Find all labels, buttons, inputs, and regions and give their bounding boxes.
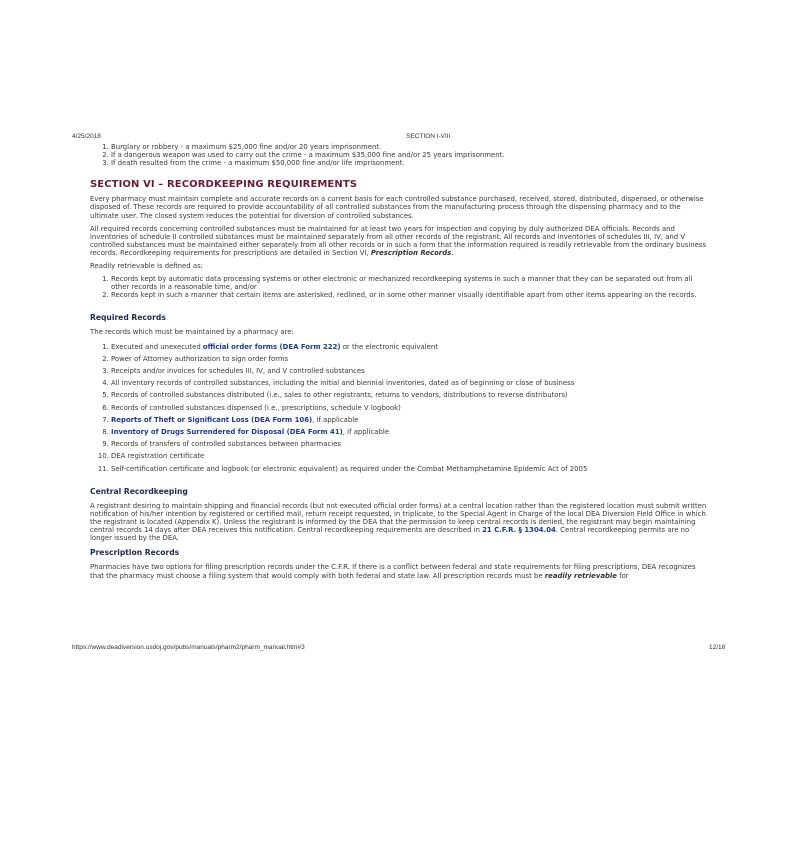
required-records-heading: Required Records <box>90 313 166 323</box>
central-recordkeeping-heading: Central Recordkeeping <box>90 486 188 496</box>
page-number: 12/18 <box>709 644 726 651</box>
official-order-forms-link[interactable]: official order forms (DEA Form 222) <box>202 342 341 351</box>
list-item: 3. If death resulted from the crime - a maximum $50,000 fine and/or life imprisonment. <box>111 159 708 167</box>
list-item: 3. Receipts and/or invoices for schedules III, IV, and V controlled substances <box>111 365 708 377</box>
list-item: 9. Records of transfers of controlled substances between pharmacies <box>111 438 708 450</box>
list-item: 11. Self-certification certificate and logbook (or electronic equivalent) as required under the Combat Methamphetamine Epidemic Act of 2005 <box>111 463 708 475</box>
central-recordkeeping-paragraph: A registrant desiring to maintain shipping and financial records (but not executed official order forms) at a central location rather than the registered location must submit written notification of his/her intention by registered or certified mail, return receipt requested, in triplicate, to the Special Agent in Charge of the local DEA Diversion Field Office in which the registrant is located (Appendix K). Unless the registrant is informed by the DEA that the permission to keep central records is denied, the registrant may begin maintaining central records 14 days after DEA receives this notification. Central recordkeeping requirements are described in 21 C.F.R. § 1304.04. Central recordkeeping permits are no longer issued by the DEA. <box>90 501 707 543</box>
theft-loss-report-link[interactable]: Reports of Theft or Significant Loss (DEA Form 106) <box>111 415 313 424</box>
readily-retrievable-emphasis: readily retrievable <box>544 571 617 580</box>
list-item: 2. Records kept in such a manner that certain items are asterisked, redlined, or in some other manner visually identifiable apart from other items appearing on the records. <box>111 291 700 299</box>
readily-retrievable-intro: Readily retrievable is defined as: <box>90 262 203 271</box>
cfr-1304-04-link[interactable]: 21 C.F.R. § 1304.04 <box>482 526 556 535</box>
list-item: 7. Reports of Theft or Significant Loss (DEA Form 106), if applicable <box>111 414 708 426</box>
required-records-intro: The records which must be maintained by a pharmacy are: <box>90 327 294 336</box>
intro-paragraph: Every pharmacy must maintain complete and accurate records on a current basis for each controlled substance purchased, received, stored, distributed, dispensed, or otherwise disposed of. These records are required to provide accountability of all controlled substances from the manufacturing process through the dispensing pharmacy and to the ultimate user. The closed system reduces the potential for diversion of controlled substances. <box>90 195 704 220</box>
list-item: 1. Records kept by automatic data processing systems or other electronic or mechanized recordkeeping systems in such a manner that they can be separated out from all other records in a reasonable time, and/or <box>111 275 700 291</box>
list-item: 1. Executed and unexecuted official order forms (DEA Form 222) or the electronic equivalent <box>111 341 708 353</box>
list-item: 1. Burglary or robbery - a maximum $25,000 fine and/or 20 years imprisonment. <box>111 143 708 151</box>
list-item: 10. DEA registration certificate <box>111 450 708 462</box>
list-item: 2. If a dangerous weapon was used to carry out the crime - a maximum $35,000 fine and/or 25 years imprisonment. <box>111 151 708 159</box>
section-title: SECTION VI – RECORDKEEPING REQUIREMENTS <box>90 179 358 191</box>
list-item: 8. Inventory of Drugs Surrendered for Disposal (DEA Form 41), if applicable <box>111 426 708 438</box>
retention-paragraph <box>90 225 708 257</box>
list-item: 4. All inventory records of controlled substances, including the initial and biennial inventories, dated as of beginning or close of business <box>111 377 708 389</box>
drugs-surrendered-link[interactable]: Inventory of Drugs Surrendered for Disposal (DEA Form 41) <box>111 428 343 437</box>
retention-end: . <box>451 248 454 257</box>
page-content <box>90 143 708 580</box>
prescription-records-paragraph: Pharmacies have two options for filing prescription records under the C.F.R. If there is a conflict between federal and state requirements for filing prescriptions, DEA recognizes that the pharmacy must choose a filing system that would comply with both federal and state law. All prescription records must be readily retrievable for <box>90 563 696 580</box>
prescription-records-emphasis: Prescription Records <box>370 248 452 257</box>
print-date: 4/25/2018 <box>72 133 101 140</box>
retention-text: All required records concerning controlled substances must be maintained for at least two years for inspection and copying by duly authorized DEA officials. Records and inventories of schedule II controlled substances must be maintained separately from all other records of the registrant. All records and inventories of schedules III, IV, and V controlled substances must be maintained either separately from all other records or in such a form that the information required is readily retrievable from the ordinary business records. Recordkeeping requirements for prescriptions are detailed in Section VI, <box>90 224 707 257</box>
required-records-list <box>90 341 708 475</box>
list-item: 2. Power of Attorney authorization to sign order forms <box>111 353 708 365</box>
list-item: 5. Records of controlled substances distributed (i.e., sales to other registrants, returns to vendors, distributions to reverse distributors) <box>111 389 708 401</box>
page-url: https://www.deadiversion.usdoj.gov/pubs/manuals/pharm2/pharm_manual.htm#3 <box>72 644 305 651</box>
print-title: SECTION I-VIII <box>406 133 451 140</box>
list-item: 6. Records of controlled substances dispensed (i.e., prescriptions, schedule V logbook) <box>111 402 708 414</box>
readily-retrievable-list <box>90 275 708 299</box>
penalties-list <box>90 143 708 167</box>
prescription-records-heading: Prescription Records <box>90 548 180 558</box>
